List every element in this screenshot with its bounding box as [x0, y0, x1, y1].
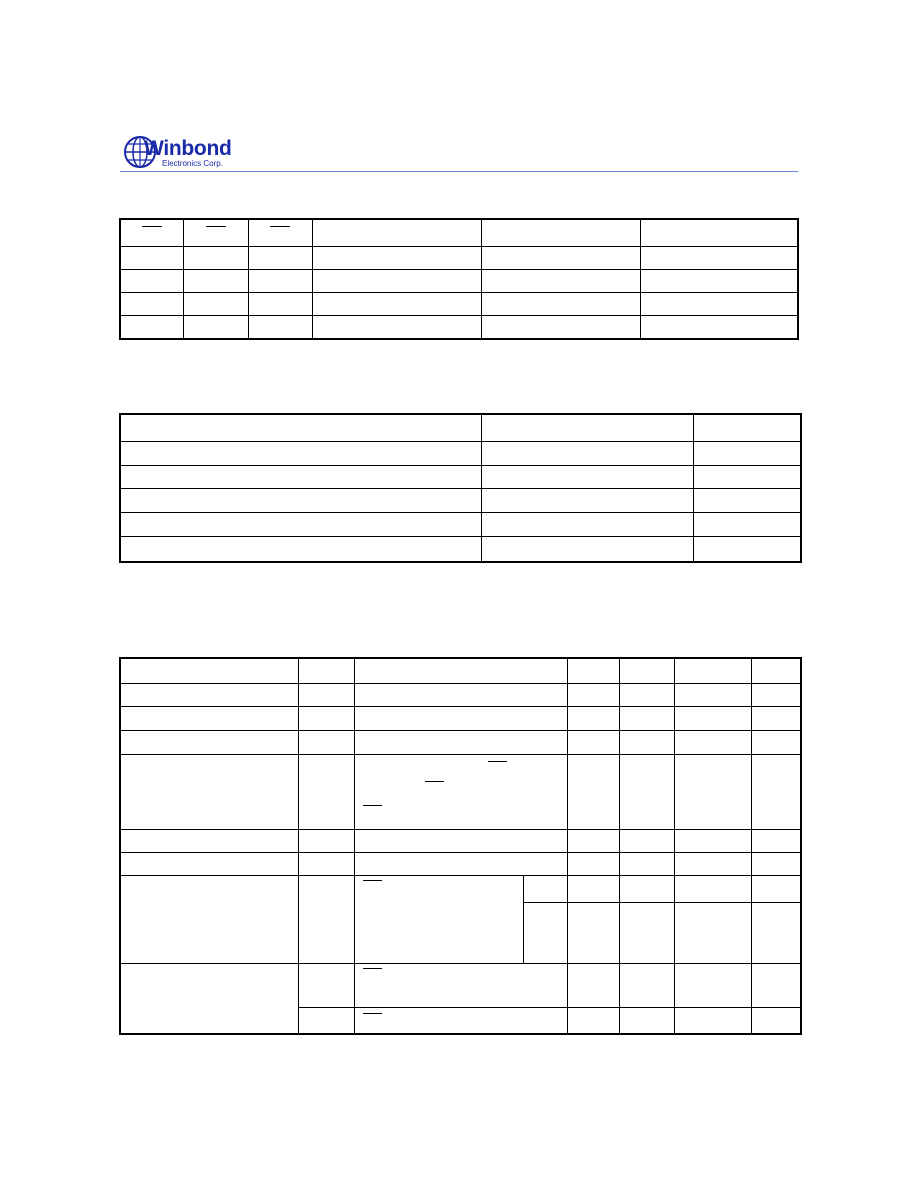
- table-cell: [354, 754, 567, 829]
- table-cell: [120, 219, 183, 246]
- table-cell: [120, 269, 183, 292]
- table-cell: [674, 963, 751, 1007]
- table-cell: [354, 963, 567, 1007]
- table-cell: [619, 730, 674, 754]
- table-cell: [312, 292, 481, 315]
- table-cell: [120, 414, 481, 441]
- table-cell: [120, 683, 298, 706]
- table-row: [120, 292, 798, 315]
- table-cell: [567, 902, 619, 963]
- table-cell: [354, 730, 567, 754]
- overbar-mark: [270, 226, 290, 227]
- overbar-mark: [363, 805, 382, 806]
- table-cell: [751, 730, 801, 754]
- table-cell: [312, 269, 481, 292]
- table-cell: [120, 875, 298, 963]
- table-row: [120, 219, 798, 246]
- table-cell: [354, 852, 567, 875]
- table-cell: [120, 730, 298, 754]
- table-cell: [120, 292, 183, 315]
- table-3: [119, 657, 802, 1035]
- table-cell: [619, 875, 674, 902]
- table-row: [120, 730, 801, 754]
- table-cell: [298, 683, 354, 706]
- table-cell: [751, 683, 801, 706]
- table-row: [120, 963, 801, 1007]
- table-cell: [693, 512, 801, 536]
- table-cell: [674, 875, 751, 902]
- table-cell: [312, 315, 481, 339]
- table-cell: [298, 730, 354, 754]
- table-row: [120, 829, 801, 852]
- table-cell: [674, 852, 751, 875]
- table-cell: [567, 1007, 619, 1034]
- table-cell: [567, 683, 619, 706]
- table-cell: [481, 512, 693, 536]
- table-cell: [619, 829, 674, 852]
- table-cell: [298, 658, 354, 683]
- table-cell: [183, 292, 248, 315]
- overbar-mark: [142, 226, 162, 227]
- table-cell: [619, 683, 674, 706]
- table-cell: [693, 536, 801, 562]
- table-cell: [674, 730, 751, 754]
- table-cell: [298, 754, 354, 829]
- table-cell: [298, 963, 354, 1007]
- table-cell: [567, 875, 619, 902]
- table-cell: [183, 269, 248, 292]
- table-cell: [674, 1007, 751, 1034]
- table-cell: [354, 1007, 567, 1034]
- page-header: [120, 134, 798, 174]
- overbar-mark: [363, 1013, 382, 1014]
- table-cell: [183, 246, 248, 269]
- table-cell: [751, 754, 801, 829]
- table-cell: [183, 315, 248, 339]
- table-cell: [751, 829, 801, 852]
- brand-name: Winbond: [144, 137, 232, 160]
- table-1: [119, 218, 799, 340]
- table-row: [120, 414, 801, 441]
- table-cell: [354, 658, 567, 683]
- table-cell: [120, 536, 481, 562]
- table-cell: [567, 829, 619, 852]
- table-cell: [312, 246, 481, 269]
- table-cell: [751, 902, 801, 963]
- table-row: [120, 512, 801, 536]
- table-row: [120, 441, 801, 465]
- overbar-mark: [488, 761, 507, 762]
- table-cell: [567, 754, 619, 829]
- table-cell: [120, 706, 298, 730]
- table-cell: [674, 706, 751, 730]
- table-cell: [693, 488, 801, 512]
- table-cell: [481, 441, 693, 465]
- table-cell: [567, 730, 619, 754]
- table-row: [120, 246, 798, 269]
- table-row: [120, 683, 801, 706]
- table-row: [120, 269, 798, 292]
- table-cell: [619, 852, 674, 875]
- table-cell: [298, 1007, 354, 1034]
- table-cell: [751, 1007, 801, 1034]
- table-cell: [120, 754, 298, 829]
- overbar-mark: [363, 880, 382, 881]
- table-cell: [120, 963, 298, 1034]
- table-cell: [298, 829, 354, 852]
- table-cell: [751, 875, 801, 902]
- table-cell: [640, 219, 798, 246]
- table-cell: [248, 315, 312, 339]
- table-cell: [481, 246, 640, 269]
- table-cell: [693, 441, 801, 465]
- table-cell: [640, 246, 798, 269]
- overbar-mark: [206, 226, 226, 227]
- table-cell: [120, 441, 481, 465]
- table-cell: [120, 246, 183, 269]
- table-cell: [523, 875, 567, 902]
- table-cell: [567, 852, 619, 875]
- table-cell: [298, 852, 354, 875]
- table-cell: [619, 963, 674, 1007]
- overbar-mark: [363, 968, 382, 969]
- table-cell: [120, 512, 481, 536]
- brand-subtitle: Electronics Corp.: [162, 159, 223, 168]
- table-row: [120, 465, 801, 488]
- table-row: [120, 875, 801, 902]
- table-cell: [619, 902, 674, 963]
- table-cell: [640, 292, 798, 315]
- table-cell: [481, 269, 640, 292]
- table-row: [120, 315, 798, 339]
- table-cell: [481, 292, 640, 315]
- table-cell: [120, 488, 481, 512]
- table-cell: [120, 465, 481, 488]
- table-row: [120, 706, 801, 730]
- table-cell: [248, 269, 312, 292]
- table-cell: [751, 852, 801, 875]
- table-cell: [619, 754, 674, 829]
- table-cell: [693, 465, 801, 488]
- table-cell: [481, 465, 693, 488]
- table-row: [120, 658, 801, 683]
- table-row: [120, 852, 801, 875]
- table-cell: [619, 1007, 674, 1034]
- table-cell: [183, 219, 248, 246]
- table-cell: [354, 683, 567, 706]
- table-cell: [674, 829, 751, 852]
- table-row: [120, 754, 801, 829]
- table-row: [120, 488, 801, 512]
- header-rule: [120, 171, 798, 172]
- table-cell: [481, 219, 640, 246]
- table-cell: [619, 658, 674, 683]
- table-cell: [674, 902, 751, 963]
- table-cell: [354, 706, 567, 730]
- table-cell: [481, 488, 693, 512]
- table-cell: [674, 658, 751, 683]
- table-cell: [248, 246, 312, 269]
- table-cell: [619, 706, 674, 730]
- table-cell: [248, 292, 312, 315]
- overbar-mark: [425, 781, 444, 782]
- table-cell: [567, 658, 619, 683]
- table-cell: [674, 683, 751, 706]
- table-cell: [354, 829, 567, 852]
- table-cell: [120, 658, 298, 683]
- table-cell: [674, 754, 751, 829]
- table-cell: [567, 963, 619, 1007]
- table-cell: [693, 414, 801, 441]
- table-cell: [567, 706, 619, 730]
- table-cell: [120, 852, 298, 875]
- table-cell: [751, 658, 801, 683]
- table-cell: [523, 902, 567, 963]
- table-cell: [640, 315, 798, 339]
- table-cell: [481, 414, 693, 441]
- table-cell: [120, 315, 183, 339]
- table-cell: [751, 706, 801, 730]
- table-row: [120, 536, 801, 562]
- table-cell: [354, 875, 523, 963]
- table-cell: [298, 706, 354, 730]
- table-cell: [312, 219, 481, 246]
- table-cell: [481, 536, 693, 562]
- table-cell: [751, 963, 801, 1007]
- table-cell: [640, 269, 798, 292]
- table-cell: [298, 875, 354, 963]
- table-cell: [120, 829, 298, 852]
- table-cell: [481, 315, 640, 339]
- table-cell: [248, 219, 312, 246]
- table-2: [119, 413, 802, 563]
